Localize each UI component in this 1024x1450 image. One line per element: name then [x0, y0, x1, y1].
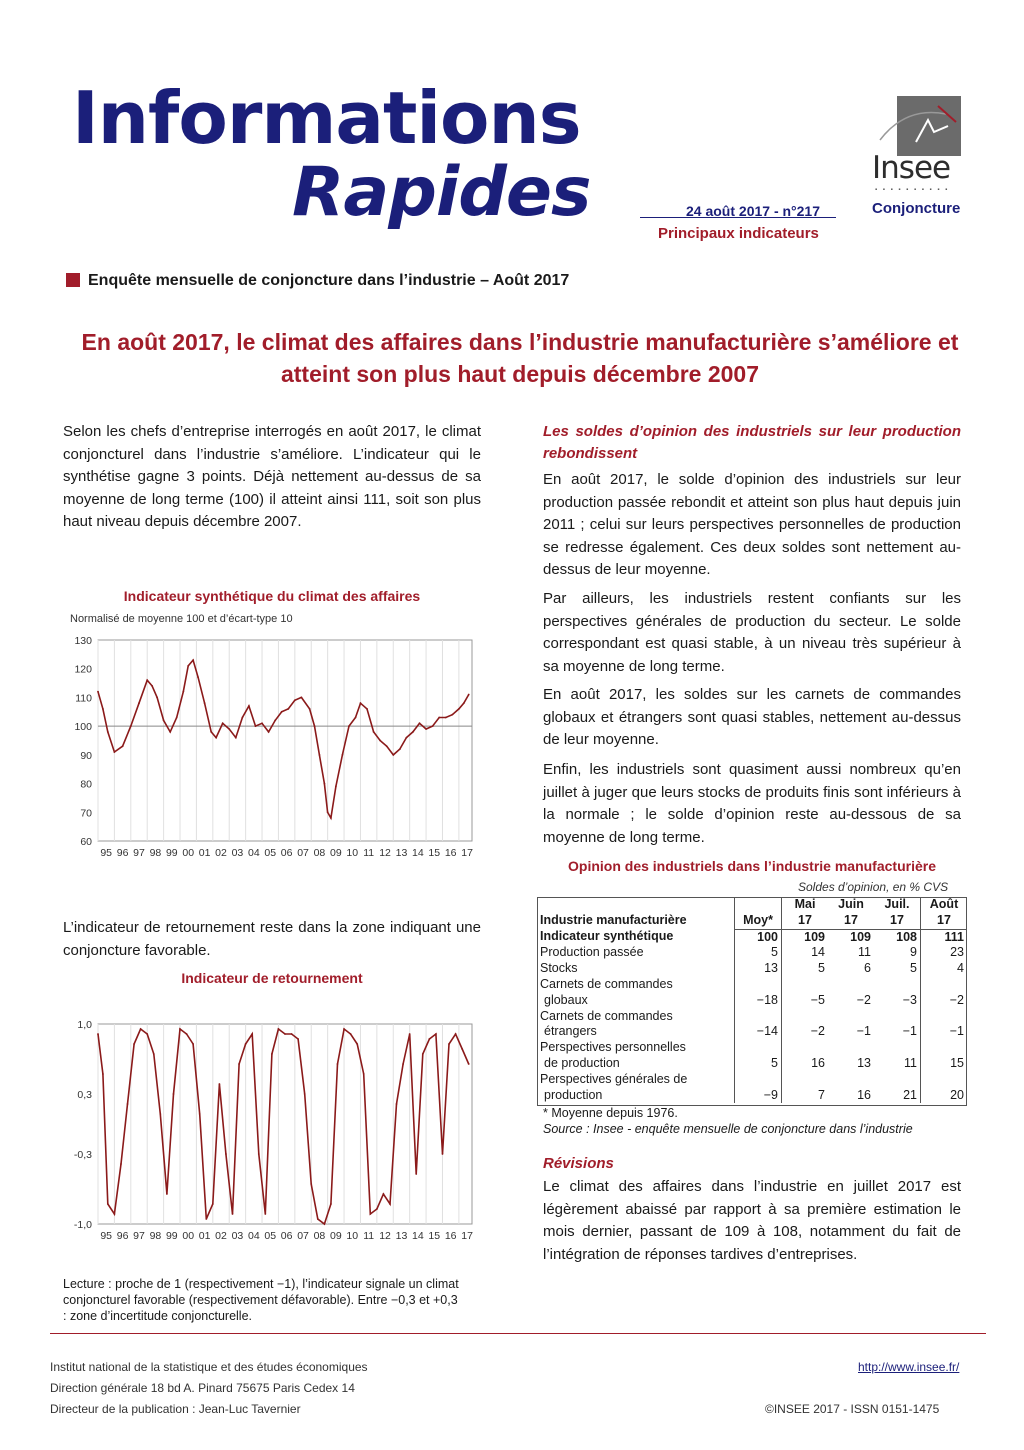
y-tick-label: 100 [74, 721, 92, 734]
data-point [419, 722, 421, 724]
revisions-heading: Révisions [543, 1155, 614, 1172]
data-point [468, 694, 470, 696]
table-col-top: Mai [782, 897, 829, 913]
table-cell: −2 [856, 992, 871, 1007]
table-source: Source : Insee - enquête mensuelle de conjoncture dans l’industrie [543, 1122, 913, 1136]
x-tick-label: 12 [379, 847, 391, 859]
data-point [463, 702, 465, 704]
data-point [186, 1033, 188, 1035]
table-cell: 16 [857, 1087, 871, 1102]
x-tick-label: 08 [313, 1230, 326, 1242]
x-tick-label: 96 [116, 1230, 129, 1242]
data-point [264, 1213, 266, 1215]
data-point [182, 691, 184, 693]
table-row [537, 961, 967, 977]
table-cell: 13 [857, 1055, 871, 1070]
data-point [97, 691, 99, 693]
x-tick-label: 98 [149, 847, 162, 859]
data-point [317, 1218, 319, 1220]
table-cell: −14 [735, 1009, 782, 1041]
data-point [114, 1213, 116, 1215]
data-point [291, 1033, 293, 1035]
data-point [138, 702, 140, 704]
x-tick-label: 09 [330, 847, 342, 859]
insee-logo-text: Insee [872, 150, 951, 186]
data-point [399, 748, 401, 750]
x-tick-label: 02 [215, 1230, 227, 1242]
data-point [173, 1093, 175, 1095]
x-tick-label: 07 [297, 1230, 309, 1242]
x-tick-label: 16 [444, 847, 457, 859]
data-point [360, 702, 362, 704]
x-tick-label: 17 [461, 1230, 473, 1242]
table-row [537, 929, 967, 945]
data-point [442, 1153, 444, 1155]
table-col-top: Juin [838, 897, 864, 911]
table-row [537, 1040, 967, 1072]
data-point [210, 731, 212, 733]
table-cell: 13 [735, 961, 782, 977]
table-cell: 108 [896, 929, 917, 944]
data-point [455, 1033, 457, 1035]
table-cell: 15 [921, 1040, 968, 1072]
y-tick-label: 80 [80, 778, 92, 791]
x-tick-label: 08 [313, 847, 326, 859]
data-point [432, 725, 434, 727]
x-tick-label: 15 [428, 1230, 441, 1242]
data-point [415, 1173, 417, 1175]
data-point [133, 1043, 135, 1045]
data-point [232, 1213, 234, 1215]
data-point [120, 1163, 122, 1165]
table-body [537, 929, 967, 1103]
data-point [241, 717, 243, 719]
data-point [327, 811, 329, 813]
x-tick-label: 99 [165, 847, 178, 859]
data-point [297, 1038, 299, 1040]
data-point [225, 1153, 227, 1155]
data-point [379, 740, 381, 742]
data-point [228, 728, 230, 730]
table-row-label-line: Production passée [540, 945, 644, 960]
data-point [389, 1203, 391, 1205]
x-tick-label: 06 [280, 847, 293, 859]
data-point [245, 1043, 247, 1045]
x-tick-label: 14 [412, 847, 424, 859]
table-row-label-line: Carnets de commandes [540, 976, 673, 991]
data-point [271, 1053, 273, 1055]
section-heading: Les soldes d’opinion des industriels sur leur production rebondissent [543, 423, 961, 462]
table-col-bottom: 17 [921, 913, 968, 929]
x-tick-label: 10 [346, 1230, 359, 1242]
series-line [98, 660, 469, 818]
data-point [458, 708, 460, 710]
data-point [369, 1213, 371, 1215]
y-tick-label: 120 [74, 663, 92, 676]
table-cell: 20 [921, 1072, 968, 1104]
x-tick-label: 03 [231, 847, 244, 859]
x-tick-label: 00 [182, 847, 195, 859]
masthead-title-rapides: Rapides [292, 153, 591, 232]
data-point [163, 720, 165, 722]
data-point [319, 754, 321, 756]
table-cell: −5 [782, 977, 829, 1009]
x-tick-label: 14 [412, 1230, 424, 1242]
x-tick-label: 04 [247, 1230, 260, 1242]
table-cell: 16 [782, 1040, 829, 1072]
data-point [169, 731, 171, 733]
x-tick-label: 95 [100, 1230, 113, 1242]
table-row-label-line: Stocks [540, 961, 578, 976]
revisions-paragraph: Le climat des affaires dans l’industrie en juillet 2017 est légèrement abaissé par rapport à sa première estimation le mois dernier, passant de 109 à 108, notamment du fait de l’intégration de réponses tardives d’entreprises. [543, 1178, 961, 1263]
table-col-bottom: Moy* [735, 913, 782, 929]
plot-frame [98, 640, 472, 841]
series-line [98, 1029, 469, 1224]
x-tick-label: 03 [231, 1230, 244, 1242]
x-tick-label: 01 [198, 1230, 211, 1242]
table-cell: 23 [921, 945, 968, 961]
table-cell: 5 [735, 1040, 782, 1072]
data-point [268, 731, 270, 733]
y-tick-label: 110 [75, 692, 92, 705]
data-point [425, 728, 427, 730]
table-cell: −2 [782, 1009, 829, 1041]
data-point [383, 1193, 385, 1195]
data-point [356, 1043, 358, 1045]
y-tick-label: 130 [74, 635, 92, 647]
table-row-label-line: Indicateur synthétique [540, 929, 674, 944]
table-cell: 11 [858, 945, 871, 960]
footer-link[interactable]: http://www.insee.fr/ [858, 1360, 960, 1374]
intro-paragraph: Selon les chefs d’entreprise interrogés en août 2017, le climat conjoncturel dans l’industrie s’améliore. L’indicateur qui le synthétise gagne 3 points. Déjà nettement au-dessus de sa moyenne de long terme (100) il atteint ainsi 111, soit son plus haut niveau depuis décembre 2007. [63, 423, 481, 530]
x-tick-label: 05 [264, 1230, 277, 1242]
data-point [294, 699, 296, 701]
data-point [373, 731, 375, 733]
x-tick-label: 13 [395, 847, 408, 859]
data-point [448, 1043, 450, 1045]
table-title: Opinion des industriels dans l’industrie manufacturière [568, 858, 936, 874]
data-point [337, 1063, 339, 1065]
x-tick-label: 15 [428, 847, 441, 859]
data-point [197, 676, 199, 678]
table-col-top: Juil. [884, 897, 910, 911]
insee-logo-conjoncture: Conjoncture [872, 200, 961, 217]
data-point [363, 1073, 365, 1075]
table-cell: −1 [856, 1024, 871, 1039]
data-point [102, 708, 104, 710]
masthead-title: Informations [72, 76, 581, 160]
climate-chart [60, 628, 485, 868]
table-cell: −18 [735, 977, 782, 1009]
x-tick-label: 17 [461, 847, 473, 859]
table-cell: 11 [904, 1055, 917, 1070]
table-row-label [537, 1040, 735, 1072]
data-point [355, 717, 357, 719]
data-point [348, 725, 350, 727]
table-row-label-line: Carnets de commandes [540, 1008, 673, 1023]
table-col-top: Août [921, 897, 968, 913]
data-point [151, 685, 153, 687]
table-cell: 100 [735, 929, 782, 945]
data-point [274, 720, 276, 722]
table-cell: 9 [910, 945, 917, 960]
data-point [146, 679, 148, 681]
data-point [146, 1033, 148, 1035]
data-point [445, 717, 447, 719]
data-point [156, 697, 158, 699]
table-footnote: * Moyenne depuis 1976. [543, 1106, 678, 1120]
table-row [537, 1009, 967, 1041]
x-tick-label: 00 [182, 1230, 195, 1242]
y-tick-label: 1,0 [77, 1019, 92, 1031]
data-point [281, 711, 283, 713]
x-tick-label: 16 [444, 1230, 457, 1242]
footer-institute: Institut national de la statistique et des études économiques [50, 1360, 368, 1374]
table-col-bottom: 17 [874, 913, 921, 929]
data-point [405, 737, 407, 739]
y-tick-label: 0,3 [77, 1089, 92, 1101]
table-row-label [537, 1072, 735, 1104]
data-point [409, 1033, 411, 1035]
x-tick-label: 11 [363, 1230, 375, 1242]
publication-subtitle: Principaux indicateurs [658, 225, 819, 242]
data-point [342, 754, 344, 756]
data-point [218, 1083, 220, 1085]
data-point [102, 1073, 104, 1075]
data-point [422, 1053, 424, 1055]
data-point [107, 731, 109, 733]
headline: En août 2017, le climat des affaires dans l’industrie manufacturière s’améliore et atteint son plus haut depuis décembre 2007 [81, 329, 959, 387]
data-point [392, 754, 394, 756]
data-point [330, 817, 332, 819]
data-point [215, 737, 217, 739]
data-point [314, 725, 316, 727]
y-tick-label: -0,3 [73, 1149, 92, 1161]
y-tick-label: 60 [80, 836, 92, 848]
y-tick-label: -1,0 [73, 1219, 92, 1231]
data-point [330, 1203, 332, 1205]
data-point [159, 1113, 161, 1115]
data-point [179, 1028, 181, 1030]
data-point [258, 1153, 260, 1155]
x-tick-label: 96 [116, 847, 129, 859]
table-cell: −1 [902, 1024, 917, 1039]
table-row [537, 977, 967, 1009]
x-tick-label: 95 [100, 847, 113, 859]
table-row-label-line: étrangers [544, 1024, 597, 1039]
data-point [304, 1093, 306, 1095]
turning-point-chart [60, 1010, 485, 1250]
x-tick-label: 09 [330, 1230, 342, 1242]
paragraph-orders: En août 2017, les soldes sur les carnets de commandes globaux et étrangers sont quasi stables, nettement au-dessus de leur moyenne. [543, 686, 961, 748]
table-row-label [537, 977, 735, 1009]
data-point [428, 1038, 430, 1040]
data-point [376, 1208, 378, 1210]
footer-rule [50, 1333, 986, 1334]
x-tick-label: 12 [379, 1230, 391, 1242]
data-point [402, 1063, 404, 1065]
x-tick-label: 97 [133, 847, 145, 859]
footer-address: Direction générale 18 bd A. Pinard 75675 Paris Cedex 14 [50, 1381, 355, 1395]
table-row-label-line: Perspectives personnelles [540, 1040, 686, 1055]
table-cell: 5 [735, 945, 782, 961]
chart1-subtitle: Normalisé de moyenne 100 et d’écart-type 10 [70, 613, 293, 625]
data-point [468, 1063, 470, 1065]
x-tick-label: 98 [149, 1230, 162, 1242]
data-point [396, 1103, 398, 1105]
table-row-label [537, 961, 735, 977]
reading-note: Lecture : proche de 1 (respectivement −1), l’indicateur signale un climat conjoncturel favorable (respectivement défavorable). Entre −0,3 et +0,3 : zone d’incertitude conjoncturelle. [63, 1277, 459, 1323]
data-point [301, 697, 303, 699]
data-point [323, 1223, 325, 1225]
table-cell: 14 [782, 945, 829, 961]
chart2-title: Indicateur de retournement [181, 970, 363, 986]
table-caption: Soldes d’opinion, en % CVS [798, 880, 949, 894]
table-cell: −1 [921, 1009, 968, 1041]
table-cell: 4 [921, 961, 968, 977]
x-tick-label: 97 [133, 1230, 145, 1242]
table-cell: −9 [735, 1072, 782, 1104]
data-point [435, 1033, 437, 1035]
x-tick-label: 07 [297, 847, 309, 859]
data-point [97, 1033, 99, 1035]
insee-logo-dots: ▪ ▪ ▪ ▪ ▪ ▪ ▪ ▪ ▪ ▪ [875, 187, 950, 193]
table-cell: −2 [921, 977, 968, 1009]
data-point [176, 717, 178, 719]
table-header-label: Industrie manufacturière [540, 913, 687, 928]
table-cell: 5 [910, 961, 917, 976]
data-point [284, 1033, 286, 1035]
data-point [238, 1063, 240, 1065]
data-point [122, 745, 124, 747]
data-point [127, 1103, 129, 1105]
data-point [438, 717, 440, 719]
x-tick-label: 13 [395, 1230, 408, 1242]
table-cell: −3 [902, 992, 917, 1007]
data-point [287, 708, 289, 710]
table-cell: 21 [903, 1087, 917, 1102]
data-point [310, 1183, 312, 1185]
data-point [350, 1033, 352, 1035]
table-row-label-line: de production [544, 1055, 620, 1070]
data-point [192, 1043, 194, 1045]
table-cell: 5 [782, 961, 829, 977]
data-point [343, 1028, 345, 1030]
data-point [153, 1053, 155, 1055]
retournement-paragraph: L’indicateur de retournement reste dans la zone indiquant une conjoncture favorable. [63, 919, 481, 959]
data-point [114, 751, 116, 753]
bullet-square-icon [66, 273, 80, 287]
data-point [461, 1048, 463, 1050]
data-point [222, 722, 224, 724]
x-tick-label: 10 [346, 847, 359, 859]
footer-copyright: ©INSEE 2017 - ISSN 0151-1475 [765, 1402, 940, 1416]
paragraph-perspectives: Par ailleurs, les industriels restent confiants sur les perspectives générales de production du secteur. Le solde correspondant est quasi stable, à un niveau très supérieur à sa moyenne de long terme. [543, 590, 961, 675]
data-point [451, 714, 453, 716]
table-row-label [537, 945, 735, 961]
x-tick-label: 01 [198, 847, 211, 859]
table-col-top [735, 897, 782, 913]
x-tick-label: 05 [264, 847, 277, 859]
footer-director: Directeur de la publication : Jean-Luc Tavernier [50, 1402, 301, 1416]
table-row-label-line: Perspectives générales de [540, 1071, 688, 1086]
data-point [335, 786, 337, 788]
data-point [323, 783, 325, 785]
x-tick-label: 04 [247, 847, 260, 859]
table-row-label [537, 929, 735, 945]
table-row [537, 1072, 967, 1104]
data-point [107, 1203, 109, 1205]
data-point [412, 731, 414, 733]
data-point [212, 1203, 214, 1205]
data-point [386, 745, 388, 747]
data-point [235, 737, 237, 739]
x-tick-label: 06 [280, 1230, 293, 1242]
table-cell: 109 [850, 929, 871, 944]
table-row [537, 945, 967, 961]
data-point [187, 665, 189, 667]
data-point [255, 725, 257, 727]
table-col-bottom: 17 [782, 913, 829, 929]
chart1-title: Indicateur synthétique du climat des affaires [123, 588, 421, 604]
data-point [204, 702, 206, 704]
data-point [140, 1028, 142, 1030]
issue-date: 24 août 2017 - n°217 [686, 203, 820, 219]
table-cell: 109 [782, 929, 829, 945]
data-point [251, 1033, 253, 1035]
data-point [192, 659, 194, 661]
survey-label: Enquête mensuelle de conjoncture dans l’industrie – Août 2017 [88, 272, 570, 289]
x-tick-label: 99 [165, 1230, 178, 1242]
table-col-bottom: 17 [828, 913, 874, 929]
table-row-label [537, 1009, 735, 1041]
table-cell: 111 [921, 929, 968, 945]
data-point [366, 708, 368, 710]
data-point [205, 1218, 207, 1220]
data-point [130, 725, 132, 727]
data-point [261, 722, 263, 724]
data-point [278, 1028, 280, 1030]
paragraph-production: En août 2017, le solde d’opinion des industriels sur leur production passée rebondit et atteint son plus haut depuis juin 2011 ; celui sur leurs perspectives personnelles de production se redresse également. Ces deux soldes sont nettement au-dessus de leur moyenne. [543, 471, 961, 578]
data-point [166, 1193, 168, 1195]
table-cell: 7 [782, 1072, 829, 1104]
table-row-label-line: globaux [544, 992, 588, 1007]
data-point [309, 708, 311, 710]
data-point [248, 705, 250, 707]
y-tick-label: 70 [80, 807, 92, 820]
table-cell: 6 [864, 961, 871, 976]
x-tick-label: 11 [363, 847, 375, 859]
y-tick-label: 90 [80, 749, 92, 762]
opinion-table [537, 897, 967, 1103]
data-point [199, 1113, 201, 1115]
x-tick-label: 02 [215, 847, 227, 859]
paragraph-stocks: Enfin, les industriels sont quasiment aussi nombreux qu’en juillet à juger que leurs stocks de produits finis sont inférieurs à la normale ; le solde d’opinion reste au-dessous de sa moyenne de long terme. [543, 761, 961, 846]
table-row-label-line: production [544, 1087, 603, 1102]
